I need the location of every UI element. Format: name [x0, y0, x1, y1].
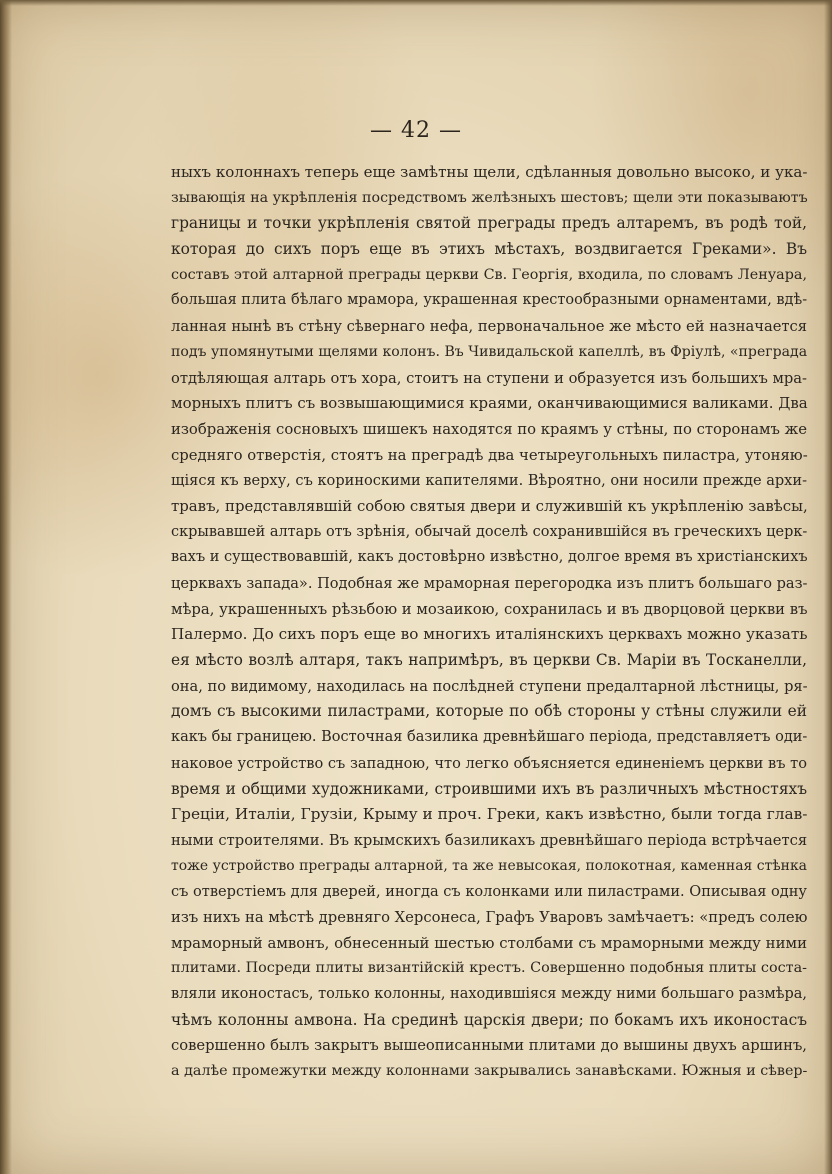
- text-line: а далѣе промежутки между колоннами закрывались занавѣсками. Южныя и сѣвер-: [171, 1063, 808, 1080]
- text-line: вахъ и существовавшій, какъ достовѣрно извѣстно, долгое время въ христіанскихъ: [171, 549, 808, 566]
- text-line: она, по видимому, находилась на послѣдней ступени предалтарной лѣстницы, ря-: [171, 677, 808, 695]
- text-line: изображенія сосновыхъ шишекъ находятся по краямъ у стѣны, по сторонамъ же: [171, 420, 808, 438]
- body-text: [171, 160, 807, 1085]
- text-line: ланная нынѣ въ стѣну сѣвернаго нефа, первоначальное же мѣсто ей назначается: [171, 318, 807, 336]
- text-line: ея мѣсто возлѣ алтаря, такъ напримѣръ, въ церкви Св. Маріи въ Тосканелли,: [171, 651, 807, 670]
- page-left-edge-shadow: [0, 0, 12, 1174]
- text-line: ныхъ колоннахъ теперь еще замѣтны щели, сдѣланныя довольно высоко, и ука-: [171, 163, 808, 181]
- text-line: составъ этой алтарной преграды церкви Св. Георгія, входила, по словамъ Ленуара,: [171, 266, 807, 283]
- page-number: — 42 —: [370, 118, 462, 143]
- text-line: совершенно былъ закрытъ вышеописанными плитами до вышины двухъ аршинъ,: [171, 1037, 807, 1055]
- text-line: скрывавшей алтарь отъ зрѣнія, обычай доселѣ сохранившійся въ греческихъ церк-: [171, 523, 808, 540]
- text-line: мѣра, украшенныхъ рѣзьбою и мозаикою, сохранилась и въ дворцовой церкви въ: [171, 600, 808, 618]
- text-line: плитами. Посреди плиты византійскій крестъ. Совершенно подобныя плиты соста-: [171, 960, 807, 977]
- text-line: изъ нихъ на мѣстѣ древняго Херсонеса, Графъ Уваровъ замѣчаетъ: «предъ солею: [171, 908, 808, 926]
- page-top-edge-shadow: [0, 0, 832, 6]
- text-line: Палермо. До сихъ поръ еще во многихъ италіянскихъ церквахъ можно указать: [171, 625, 808, 644]
- text-line: время и общими художниками, строившими ихъ въ различныхъ мѣстностяхъ: [171, 779, 807, 798]
- page-right-edge-shadow: [824, 0, 832, 1174]
- text-line: средняго отверстія, стоятъ на преградѣ два четыреугольныхъ пиластра, утоняю-: [171, 446, 808, 464]
- text-line: ными строителями. Въ крымскихъ базиликахъ древнѣйшаго періода встрѣчается: [171, 831, 808, 849]
- text-line: какъ бы границею. Восточная базилика древнѣйшаго періода, представляетъ оди-: [171, 729, 808, 746]
- text-line: домъ съ высокими пиластрами, которые по обѣ стороны у стѣны служили ей: [171, 702, 807, 721]
- text-line: которая до сихъ поръ еще въ этихъ мѣстахъ, воздвигается Греками». Въ: [171, 240, 807, 259]
- text-line: травъ, представлявшій собою святыя двери и служившій къ укрѣпленію завѣсы,: [171, 496, 808, 515]
- text-line: отдѣляющая алтарь отъ хора, стоитъ на ступени и образуется изъ большихъ мра-: [171, 369, 807, 387]
- text-line: тоже устройство преграды алтарной, та же невысокая, полокотная, каменная стѣнка: [171, 857, 807, 874]
- text-line: съ отверстіемъ для дверей, иногда съ колонками или пиластрами. Описывая одну: [171, 883, 807, 901]
- text-line: вляли иконостасъ, только колонны, находившіяся между ними большаго размѣра,: [171, 986, 807, 1002]
- text-line: Греціи, Италіи, Грузіи, Крыму и проч. Греки, какъ извѣстно, были тогда глав-: [171, 805, 808, 824]
- text-line: наковое устройство съ западною, что легко объясняется единеніемъ церкви въ то: [171, 754, 807, 772]
- text-line: щіяся къ верху, съ кориноскими капителями. Вѣроятно, они носили прежде архи-: [171, 472, 807, 490]
- text-line: большая плита бѣлаго мрамора, украшенная крестообразными орнаментами, вдѣ-: [171, 292, 808, 309]
- text-line: церквахъ запада». Подобная же мраморная перегородка изъ плитъ большаго раз-: [171, 575, 808, 592]
- text-line: подъ упомянутыми щелями колонъ. Въ Чивидальской капеллѣ, въ Фріулѣ, «преграда: [171, 343, 808, 360]
- text-line: зывающія на укрѣпленія посредствомъ желѣзныхъ шестовъ; щели эти показываютъ: [171, 189, 808, 206]
- text-line: мраморный амвонъ, обнесенный шестью столбами съ мраморными между ними: [171, 933, 807, 952]
- text-line: границы и точки укрѣпленія святой преграды предъ алтаремъ, въ родѣ той,: [171, 214, 807, 233]
- text-line: чѣмъ колонны амвона. На срединѣ царскія двери; по бокамъ ихъ иконостасъ: [171, 1010, 807, 1029]
- text-line: морныхъ плитъ съ возвышающимися краями, оканчивающимися валиками. Два: [171, 394, 808, 413]
